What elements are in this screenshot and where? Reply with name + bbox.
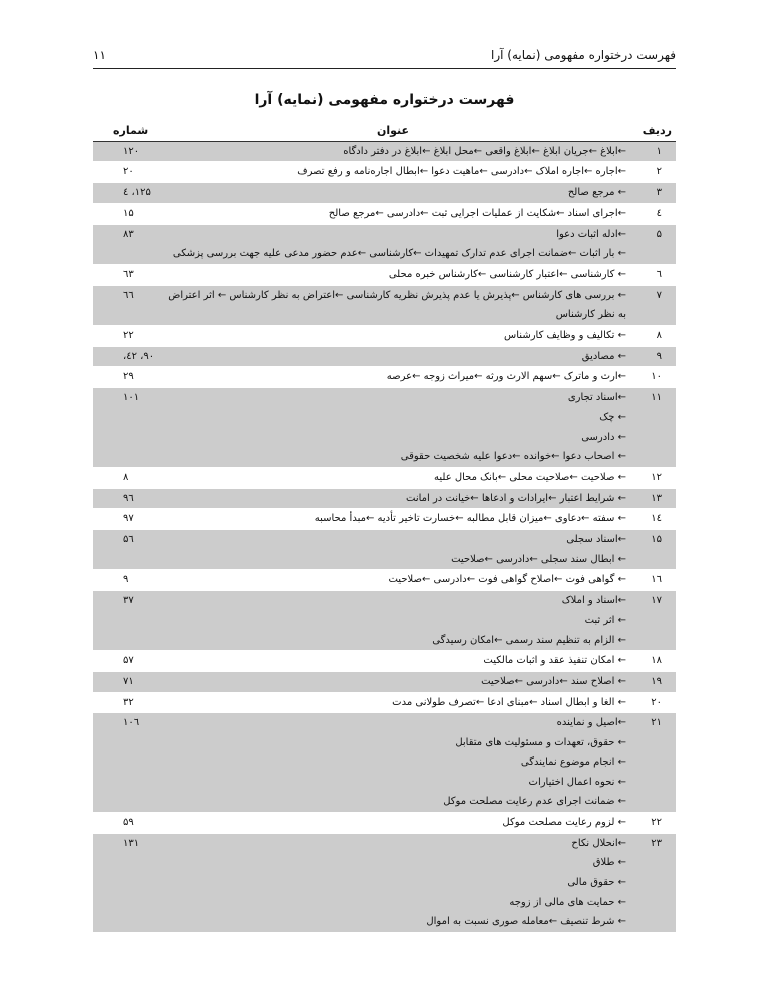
row-title	[158, 346, 628, 367]
table-body	[93, 141, 676, 932]
table-row	[93, 326, 676, 347]
table-row	[93, 467, 676, 488]
table-row	[93, 591, 676, 651]
row-title	[158, 141, 628, 162]
row-reference-number: ۸	[93, 467, 158, 488]
title-line: ← چک	[599, 411, 626, 423]
title-line: ←انحلال نکاح	[571, 837, 626, 849]
column-header-number: شماره	[93, 121, 158, 141]
row-number: ۱۲	[628, 467, 676, 488]
row-number: ۲۰	[628, 692, 676, 713]
row-reference-number: ۱۵	[93, 203, 158, 224]
title-line: ← لزوم رعایت مصلحت موکل	[502, 816, 626, 828]
row-title	[158, 224, 628, 264]
title-line: ← مصادیق	[581, 350, 626, 362]
title-line: ← اصلاح سند ←دادرسی ←صلاحیت	[481, 675, 626, 687]
row-reference-number: ۹۷	[93, 509, 158, 530]
title-line: ←اجرای اسناد ←شکایت از عملیات اجرایی ثبت ←دادرسی ←مرجع صالح	[328, 207, 626, 219]
table-row	[93, 264, 676, 285]
row-reference-number: ۲۲	[93, 326, 158, 347]
row-number: ۱۳	[628, 488, 676, 509]
row-reference-number: ۱۲۰	[93, 141, 158, 162]
table-row	[93, 509, 676, 530]
row-number: ۲۳	[628, 833, 676, 933]
row-title	[158, 162, 628, 183]
row-number: ٤	[628, 203, 676, 224]
row-title	[158, 467, 628, 488]
row-title	[158, 326, 628, 347]
title-line: ← اثر ثبت	[584, 614, 626, 626]
row-number: ۱	[628, 141, 676, 162]
title-line: ←اسناد تجاری	[567, 392, 626, 404]
row-title	[158, 183, 628, 204]
index-table	[93, 121, 676, 933]
row-number: ۹	[628, 346, 676, 367]
title-line: ← تکالیف و وظایف کارشناس	[504, 330, 626, 342]
row-number: ۱۸	[628, 651, 676, 672]
row-reference-number: ۹	[93, 570, 158, 591]
title-line: ←اسناد و املاک	[561, 595, 626, 607]
row-title	[158, 488, 628, 509]
table-row	[93, 713, 676, 813]
table-row	[93, 833, 676, 933]
table-row	[93, 285, 676, 325]
row-title	[158, 651, 628, 672]
row-reference-number: ۲۹	[93, 367, 158, 388]
row-title	[158, 812, 628, 833]
table-row	[93, 570, 676, 591]
title-line: ← بررسی های کارشناس ←پذیرش یا عدم پذیرش نظریه کارشناسی ←اعتراض به نظر کارشناس ← اثر اعتراض به نظر کارشناس	[168, 289, 626, 321]
row-number: ۱٦	[628, 570, 676, 591]
title-line: ← دادرسی	[581, 431, 626, 443]
row-reference-number: ۵۹	[93, 812, 158, 833]
title-line: ← انجام موضوع نمایندگی	[520, 756, 626, 768]
title-line: ← شرط تنصیف ←معامله صوری نسبت به اموال	[426, 916, 626, 928]
table-row	[93, 224, 676, 264]
title-line: ← کارشناسی ←اعتبار کارشناسی ←کارشناس خبره محلی	[388, 268, 626, 280]
title-line: ← مرجع صالح	[567, 187, 626, 199]
table-row	[93, 346, 676, 367]
table-row	[93, 162, 676, 183]
document-title: فهرست درختواره مفهومی (نمایه) آرا	[254, 92, 515, 108]
title-line: ←اجاره ←اجاره املاک ←دادرسی ←ماهیت دعوا ←ابطال اجاره‌نامه و رفع تصرف	[297, 166, 626, 178]
page-number: ۱۱	[93, 48, 106, 62]
row-reference-number: ۹۰، ٤۲،	[93, 346, 158, 367]
row-title	[158, 713, 628, 813]
title-line: ←اصیل و نماینده	[556, 717, 626, 729]
row-number: ۱٤	[628, 509, 676, 530]
title-line: ← بار اثبات ←ضمانت اجرای عدم تدارک تمهیدات ←کارشناسی ←عدم حضور مدعی علیه جهت بررسی پزشکی	[172, 248, 626, 260]
row-reference-number: ۳۷	[93, 591, 158, 651]
row-reference-number: ٦٦	[93, 285, 158, 325]
column-header-row: ردیف	[628, 121, 676, 141]
row-number: ۲۱	[628, 713, 676, 813]
row-title	[158, 203, 628, 224]
row-reference-number: ۸۳	[93, 224, 158, 264]
title-line: ← ضمانت اجرای عدم رعایت مصلحت موکل	[443, 796, 626, 808]
row-number: ٦	[628, 264, 676, 285]
table-row	[93, 388, 676, 468]
title-line: ← حقوق مالی	[567, 877, 626, 889]
row-reference-number: ٦۳	[93, 264, 158, 285]
row-reference-number: ۹٦	[93, 488, 158, 509]
title-line: ←اسناد سجلی	[566, 534, 626, 546]
row-number: ۱۰	[628, 367, 676, 388]
title-line: ← طلاق	[592, 857, 626, 869]
title-line: ← حقوق، تعهدات و مسئولیت های متقابل	[455, 737, 626, 749]
row-number: ۱۱	[628, 388, 676, 468]
row-reference-number: ۱۰۱	[93, 388, 158, 468]
row-number: ۱۷	[628, 591, 676, 651]
row-title	[158, 570, 628, 591]
row-reference-number: ۱۳۱	[93, 833, 158, 933]
row-title	[158, 833, 628, 933]
title-line: ← گواهی فوت ←اصلاح گواهی فوت ←دادرسی ←صلاحیت	[388, 574, 626, 586]
table-row	[93, 203, 676, 224]
page-header	[93, 44, 676, 69]
row-number: ۲	[628, 162, 676, 183]
table-row	[93, 692, 676, 713]
row-title	[158, 285, 628, 325]
title-line: ←ابلاغ ←جریان ابلاغ ←ابلاغ واقعی ←محل ابلاغ ←ابلاغ در دفتر دادگاه	[343, 145, 626, 157]
row-title	[158, 509, 628, 530]
row-reference-number: ۳۲	[93, 692, 158, 713]
row-reference-number: ۱۰٦	[93, 713, 158, 813]
row-number: ۵	[628, 224, 676, 264]
row-title	[158, 264, 628, 285]
title-line: ← نحوه اعمال اختیارات	[528, 776, 626, 788]
table-header-row	[93, 121, 676, 141]
table-row	[93, 671, 676, 692]
row-reference-number: ۲۰	[93, 162, 158, 183]
title-line: ← الغا و ابطال اسناد ←مبنای ادعا ←تصرف طولانی مدت	[392, 696, 626, 708]
title-line: ← حمایت های مالی از زوجه	[509, 896, 626, 908]
title-line: ← الزام به تنظیم سند رسمی ←امکان رسیدگی	[432, 634, 626, 646]
running-title: فهرست درختواره مفهومی (نمایه) آرا	[491, 48, 676, 62]
row-title	[158, 367, 628, 388]
row-number: ۲۲	[628, 812, 676, 833]
row-number: ۱۵	[628, 530, 676, 570]
title-line: ← شرایط اعتبار ←ایرادات و ادعاها ←خیانت در امانت	[406, 492, 626, 504]
row-title	[158, 388, 628, 468]
title-line: ← صلاحیت ←صلاحیت محلی ←بانک محال علیه	[434, 471, 626, 483]
row-title	[158, 591, 628, 651]
row-title	[158, 692, 628, 713]
title-line: ← ابطال سند سجلی ←دادرسی ←صلاحیت	[451, 553, 626, 565]
table-row	[93, 651, 676, 672]
row-reference-number: ۷۱	[93, 671, 158, 692]
table-row	[93, 141, 676, 162]
title-line: ←ارث و ماترک ←سهم الارث ورثه ←میراث زوجه ←عرصه	[386, 371, 626, 383]
table-row	[93, 183, 676, 204]
row-title	[158, 530, 628, 570]
row-number: ۳	[628, 183, 676, 204]
table-row	[93, 530, 676, 570]
table-row	[93, 488, 676, 509]
title-line: ← سفته ←دعاوی ←میزان قابل مطالبه ←خسارت تاخیر تأدیه ←مبدأ محاسبه	[314, 513, 626, 525]
row-number: ۱۹	[628, 671, 676, 692]
table-row	[93, 367, 676, 388]
row-reference-number: ۱۲۵، ٤	[93, 183, 158, 204]
column-header-title: عنوان	[158, 121, 628, 141]
row-reference-number: ۵٦	[93, 530, 158, 570]
row-reference-number: ۵۷	[93, 651, 158, 672]
title-line: ← اصحاب دعوا ←خوانده ←دعوا علیه شخصیت حقوقی	[400, 451, 626, 463]
title-line: ← امکان تنفیذ عقد و اثبات مالکیت	[483, 655, 626, 667]
row-number: ۷	[628, 285, 676, 325]
table-row	[93, 812, 676, 833]
title-line: ←ادله اثبات دعوا	[556, 228, 626, 240]
row-title	[158, 671, 628, 692]
row-number: ۸	[628, 326, 676, 347]
